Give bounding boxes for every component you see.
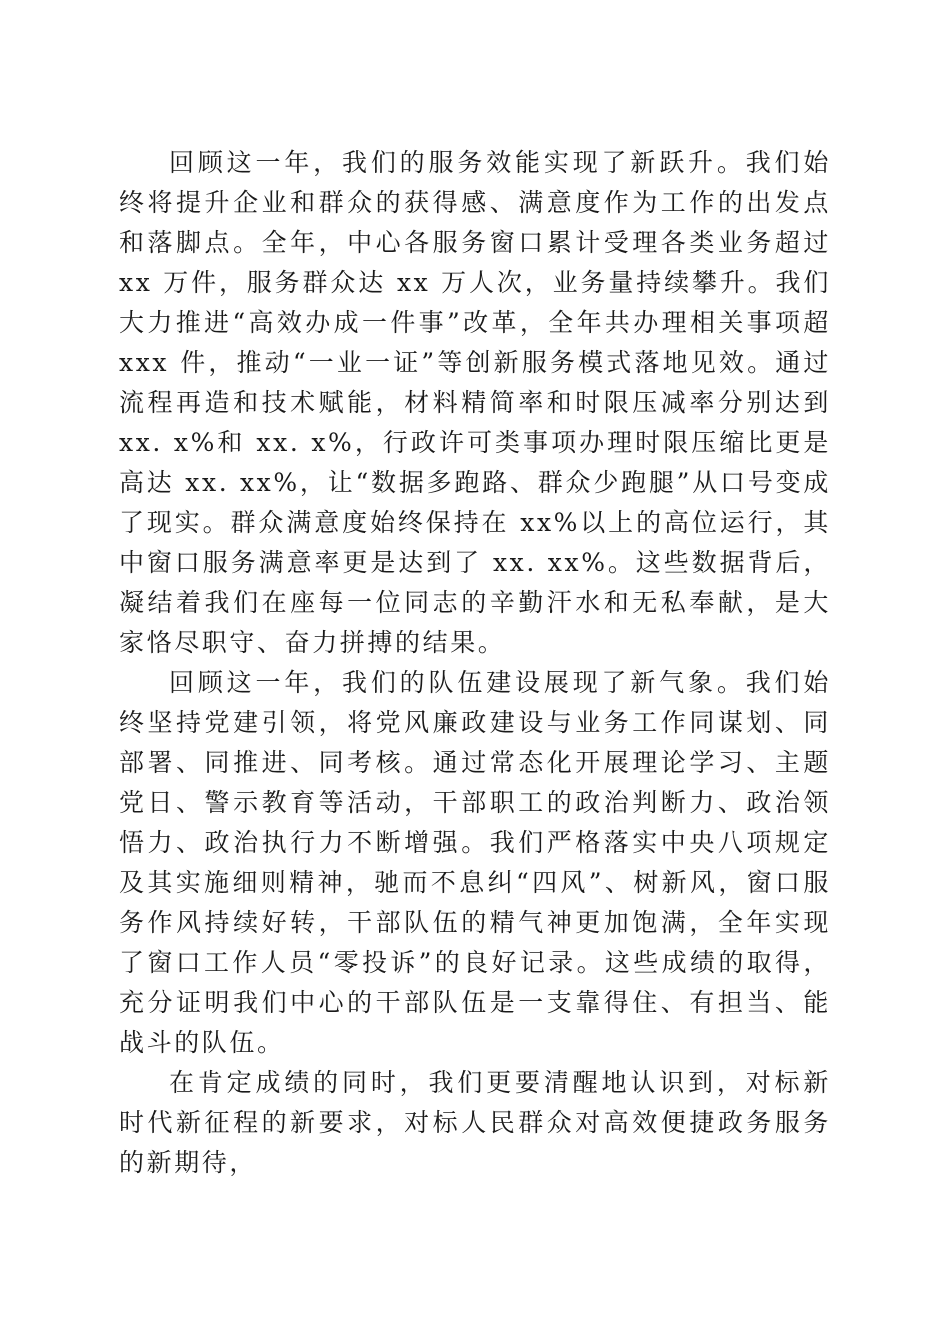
paragraph-service-efficiency: 回顾这一年，我们的服务效能实现了新跃升。我们始终将提升企业和群众的获得感、满意度作为工作的出发点和落脚点。全年，中心各服务窗口累计受理各类业务超过 xx 万件，服务群众达 xx 万人次，业务量持续攀升。我们大力推进“高效办成一件事”改革，全年共办理相关事项超 xxx 件，推动“一业一证”等创新服务模式落地见效。通过流程再造和技术赋能，材料精简率和时限压减率分别达到 xx. x%和 xx. x%，行政许可类事项办理时限压缩比更是高达 xx. xx%，让“数据多跑路、群众少跑腿”从口号变成了现实。群众满意度始终保持在 xx%以上的高位运行，其中窗口服务满意率更是达到了 xx. xx%。这些数据背后，凝结着我们在座每一位同志的辛勤汗水和无私奉献，是大家恪尽职守、奋力拼搏的结果。 <box>119 148 831 657</box>
paragraph-team-building: 回顾这一年，我们的队伍建设展现了新气象。我们始终坚持党建引领，将党风廉政建设与业务工作同谋划、同部署、同推进、同考核。通过常态化开展理论学习、主题党日、警示教育等活动，干部职工的政治判断力、政治领悟力、政治执行力不断增强。我们严格落实中央八项规定及其实施细则精神，驰而不息纠“四风”、树新风，窗口服务作风持续好转，干部队伍的精气神更加饱满，全年实现了窗口工作人员“零投诉”的良好记录。这些成绩的取得，充分证明我们中心的干部队伍是一支靠得住、有担当、能战斗的队伍。 <box>119 668 831 1057</box>
paragraph-shortcomings: 在肯定成绩的同时，我们更要清醒地认识到，对标新时代新征程的新要求，对标人民群众对高效便捷政务服务的新期待， <box>119 1068 831 1177</box>
document-body <box>119 143 831 1183</box>
